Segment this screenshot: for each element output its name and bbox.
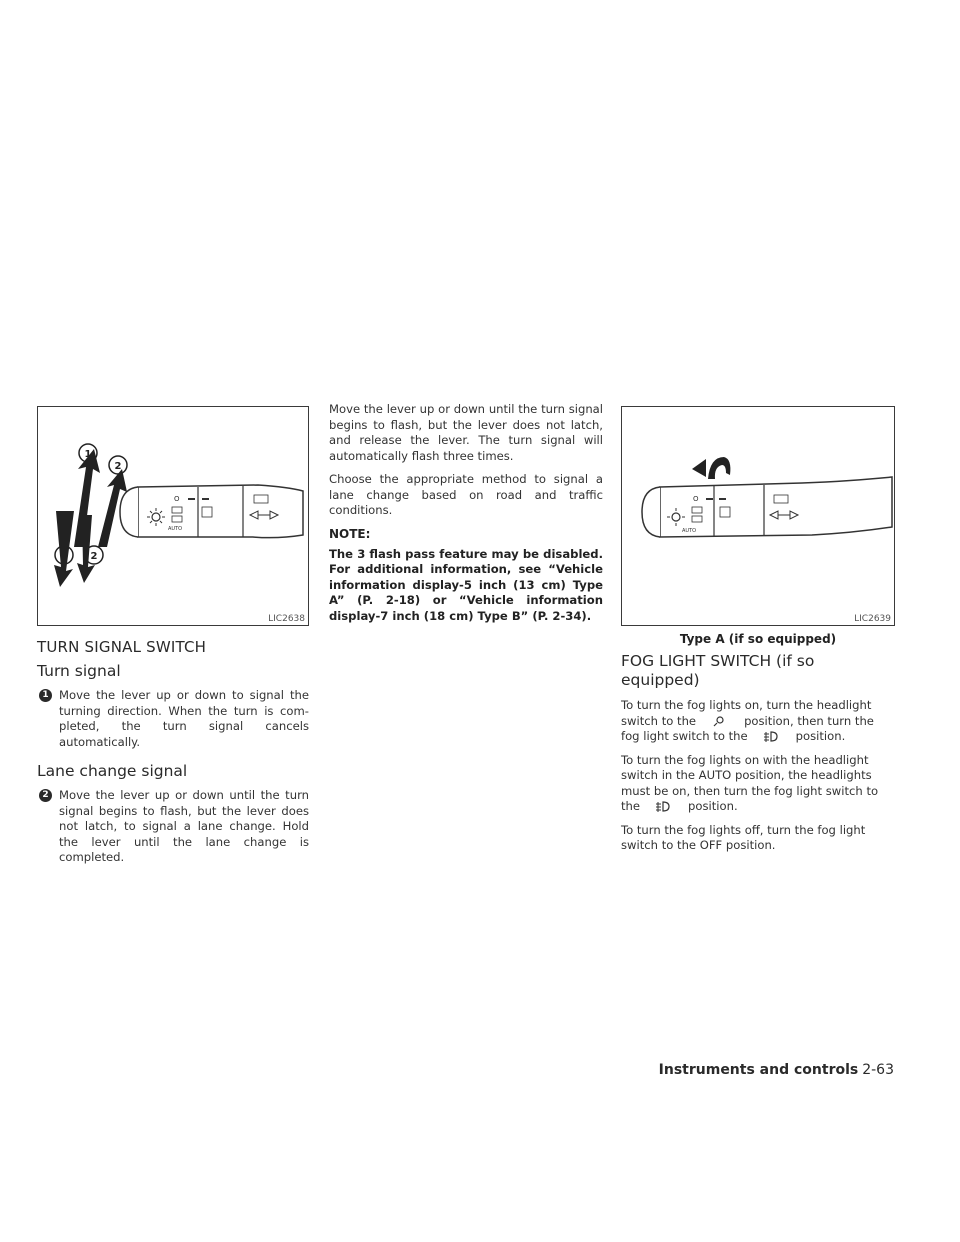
footer-section: Instruments and controls xyxy=(658,1062,859,1078)
item-number-badge: 2 xyxy=(39,789,52,802)
figure-label-2-down: 2 xyxy=(90,551,98,562)
fog-light-icon xyxy=(760,730,782,743)
figure-caption: Type A (if so equipped) xyxy=(679,632,837,646)
fog-light-lever-illustration xyxy=(622,407,895,626)
fog-light-figure xyxy=(621,406,895,626)
turn-signal-text: Move the lever up or down to signal the turning direction. When the turn is com-pleted, the turn signal cancels automatically. xyxy=(59,688,309,749)
off-mark: O xyxy=(174,495,180,503)
lane-change-text: Move the lever up or down until the turn signal begins to flash, but the lever does not latch, to signal a lane change. Hold the lever until the lane change is completed. xyxy=(59,788,309,864)
footer-page-number: 2-63 xyxy=(862,1062,894,1078)
turn-signal-switch-heading: TURN SIGNAL SWITCH xyxy=(37,638,207,656)
figure-code: LIC2639 xyxy=(854,614,891,624)
headlight-position-icon xyxy=(708,715,730,728)
lane-change-subheading: Lane change signal xyxy=(37,762,188,780)
turn-signal-item xyxy=(37,688,309,750)
lane-change-item xyxy=(37,788,309,866)
method-paragraph: Choose the appropriate method to signal a lane change based on road and traffic conditions. xyxy=(329,472,603,517)
fog-light-switch-heading: FOG LIGHT SWITCH (if so equipped) xyxy=(621,652,815,689)
page-footer xyxy=(659,1062,894,1078)
figure-code: LIC2638 xyxy=(268,614,305,624)
auto-label: AUTO xyxy=(168,526,183,532)
fog-light-icon xyxy=(652,800,674,813)
middle-column xyxy=(329,402,603,624)
figure-label-1-up: 1 xyxy=(84,449,92,460)
turn-signal-figure xyxy=(37,406,309,626)
figure-label-1-down: 1 xyxy=(60,551,68,562)
right-column xyxy=(621,406,895,862)
figure-label-2-up: 2 xyxy=(114,461,122,472)
rotate-arrow-icon xyxy=(708,457,730,479)
turn-signal-subheading: Turn signal xyxy=(37,662,121,680)
auto-label: AUTO xyxy=(682,528,697,534)
off-mark: O xyxy=(693,495,699,503)
fog-light-auto-paragraph: To turn the fog lights on with the headlight switch in the AUTO position, the headlights must be on, then turn the fog light switch to the position. xyxy=(621,752,879,813)
fog-light-on-paragraph: To turn the fog lights on, turn the headlight switch to the position, then turn the fog light switch to the position. xyxy=(621,698,874,743)
left-column xyxy=(37,406,309,874)
note-body: The 3 flash pass feature may be disabled. For additional information, see “Vehicle information display-5 inch (13 cm) Type A” (P. 2-18) or “Vehicle information display-7 inch (18 cm) Type B” (P. 2-34). xyxy=(329,546,603,623)
note-heading: NOTE: xyxy=(329,526,371,541)
turn-signal-lever-illustration xyxy=(38,407,309,626)
lane-change-release-paragraph: Move the lever up or down until the turn signal begins to flash, but the lever does not latch, and release the lever. The turn signal will automatically flash three times. xyxy=(329,402,603,463)
fog-light-off-paragraph: To turn the fog lights off, turn the fog light switch to the OFF position. xyxy=(621,822,866,852)
item-number-badge: 1 xyxy=(39,689,52,702)
